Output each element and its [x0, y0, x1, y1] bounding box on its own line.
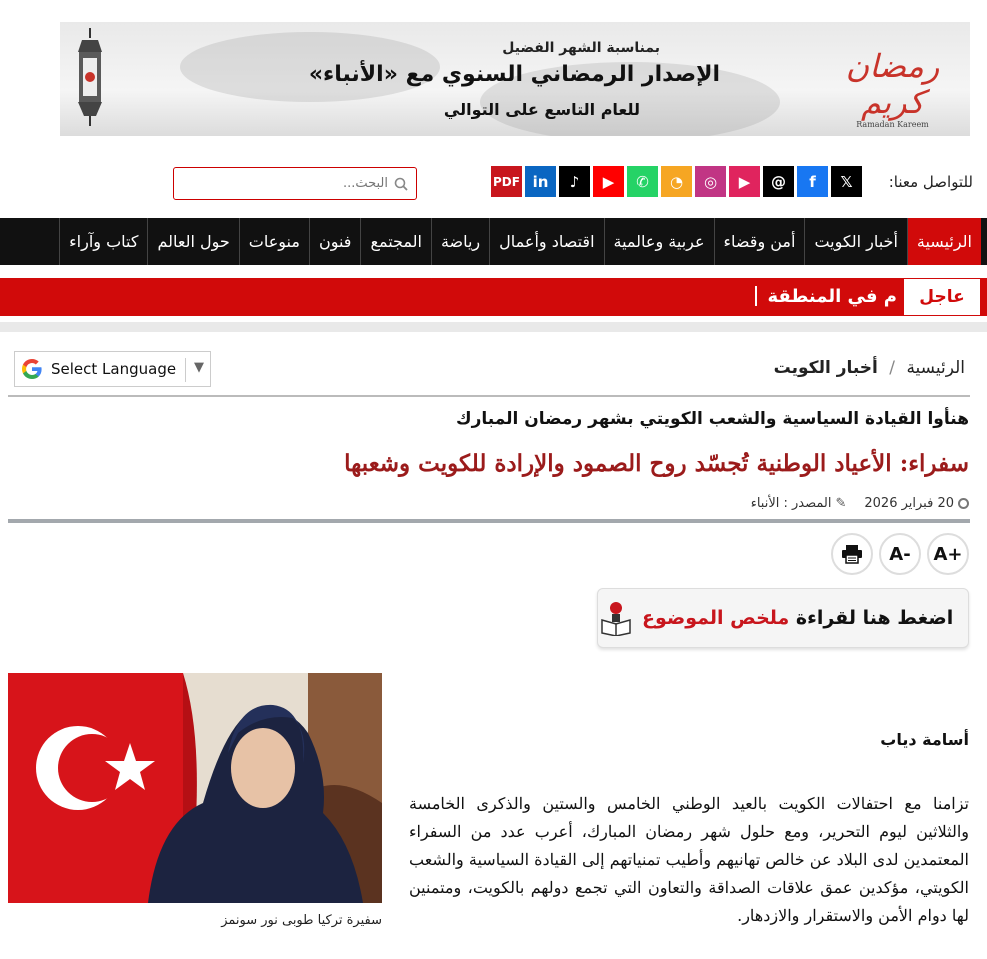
article-body: تزامنا مع احتفالات الكويت بالعيد الوطني الخامس والستين والذكرى الخامسة والثلاثين ليوم التحرير، ومع حلول شهر رمضان المبارك، أعرب عدد من السفراء المعتمدين لدى البلاد عن خالص تهانيهم وأطيب تمنياتهم إلى القيادة السياسية والشعب الكويتي، مؤكدين عمق علاقات الصداقة والتعاون التي تجمع دولهم بالكويت، ومتمنين لها دوام الأمن والاستقرار والازدهار. [409, 794, 970, 925]
photo-caption: سفيرة تركيا طوبى نور سونمز [221, 913, 382, 928]
nav-item[interactable]: أخبار الكويت [804, 218, 906, 265]
breaking-badge[interactable]: عاجل [903, 278, 981, 316]
summary-label [642, 607, 953, 629]
nav-item[interactable]: أمن وقضاء [714, 218, 805, 265]
youtube-icon[interactable]: ▶ [593, 166, 624, 197]
banner-footer: للعام التاسع على التوالي [443, 100, 640, 119]
search-box[interactable] [173, 167, 417, 200]
ticker-text[interactable]: م في المنطقة [767, 286, 897, 307]
language-selector[interactable] [14, 351, 211, 387]
ramadan-kareem-logo [825, 48, 960, 129]
breadcrumb-separator: / [889, 358, 896, 378]
logo-arabic: رمضان كريم [845, 47, 940, 121]
breadcrumb [774, 358, 965, 378]
article-headline: سفراء: الأعياد الوطنية تُجسّد روح الصمود والإرادة للكويت وشعبها [344, 450, 969, 477]
google-icon [21, 358, 43, 380]
font-increase-button[interactable]: A+ [927, 533, 969, 575]
language-label: Select Language [51, 360, 177, 378]
threads-icon[interactable]: @ [763, 166, 794, 197]
rss-icon[interactable]: ◔ [661, 166, 692, 197]
social-icons [491, 166, 862, 197]
article-meta [751, 496, 969, 511]
nav-item[interactable]: المجتمع [360, 218, 431, 265]
banner-subtitle: بمناسبة الشهر الفضيل [502, 40, 660, 56]
follow-us-label: للتواصل معنا: [888, 173, 973, 191]
reader-book-icon [598, 600, 634, 636]
article-tools [831, 533, 969, 575]
linkedin-icon[interactable]: in [525, 166, 556, 197]
nav-item[interactable]: الرئيسية [907, 218, 981, 265]
dropdown-arrow-icon[interactable]: ▼ [194, 360, 204, 375]
nav-item[interactable]: عربية وعالمية [604, 218, 714, 265]
breaking-news-ticker [0, 278, 987, 316]
article-kicker: هنأوا القيادة السياسية والشعب الكويتي بشهر رمضان المبارك [456, 409, 969, 429]
breadcrumb-home[interactable]: الرئيسية [906, 358, 965, 378]
nav-item[interactable]: اقتصاد وأعمال [489, 218, 603, 265]
tiktok-icon[interactable]: ♪ [559, 166, 590, 197]
lantern-icon [72, 28, 108, 128]
ramadan-banner[interactable] [60, 22, 970, 136]
nav-item[interactable]: منوعات [239, 218, 309, 265]
logo-english: Ramadan Kareem [856, 120, 929, 129]
main-nav [0, 218, 987, 265]
printer-icon [841, 544, 863, 564]
banner-title: الإصدار الرمضاني السنوي مع «الأنباء» [308, 62, 720, 87]
font-decrease-button[interactable]: A- [879, 533, 921, 575]
instagram-icon[interactable]: ◎ [695, 166, 726, 197]
nav-item[interactable]: فنون [309, 218, 361, 265]
ambassador-photo-illustration [8, 673, 382, 903]
meta-rule [8, 519, 970, 523]
article-source: المصدر : الأنباء [750, 496, 832, 511]
nav-item[interactable]: كتاب وآراء [59, 218, 147, 265]
play-icon[interactable]: ▶ [729, 166, 760, 197]
article-photo[interactable] [8, 673, 382, 903]
article-author: أسامة دياب [880, 730, 969, 749]
source-icon: ✎ [835, 496, 847, 511]
header-rule [8, 395, 970, 397]
social-bar [0, 160, 987, 208]
article-date: 20 فبراير 2026 [864, 496, 954, 511]
nav-item[interactable]: حول العالم [147, 218, 238, 265]
nav-item[interactable]: رياضة [431, 218, 489, 265]
pdf-icon[interactable]: PDF [491, 166, 522, 197]
ticker-separator [755, 286, 757, 306]
breadcrumb-current[interactable]: أخبار الكويت [773, 358, 878, 378]
search-icon[interactable] [394, 177, 408, 191]
x-icon[interactable]: 𝕏 [831, 166, 862, 197]
search-input[interactable] [190, 175, 390, 192]
clock-icon [958, 498, 969, 509]
summary-highlight: ملخص الموضوع [642, 607, 790, 629]
summary-button[interactable] [597, 588, 969, 648]
print-button[interactable] [831, 533, 873, 575]
language-divider [185, 358, 186, 382]
divider-strip [0, 322, 987, 332]
whatsapp-icon[interactable]: ✆ [627, 166, 658, 197]
facebook-icon[interactable]: f [797, 166, 828, 197]
summary-prefix: اضغط هنا لقراءة [795, 607, 954, 629]
